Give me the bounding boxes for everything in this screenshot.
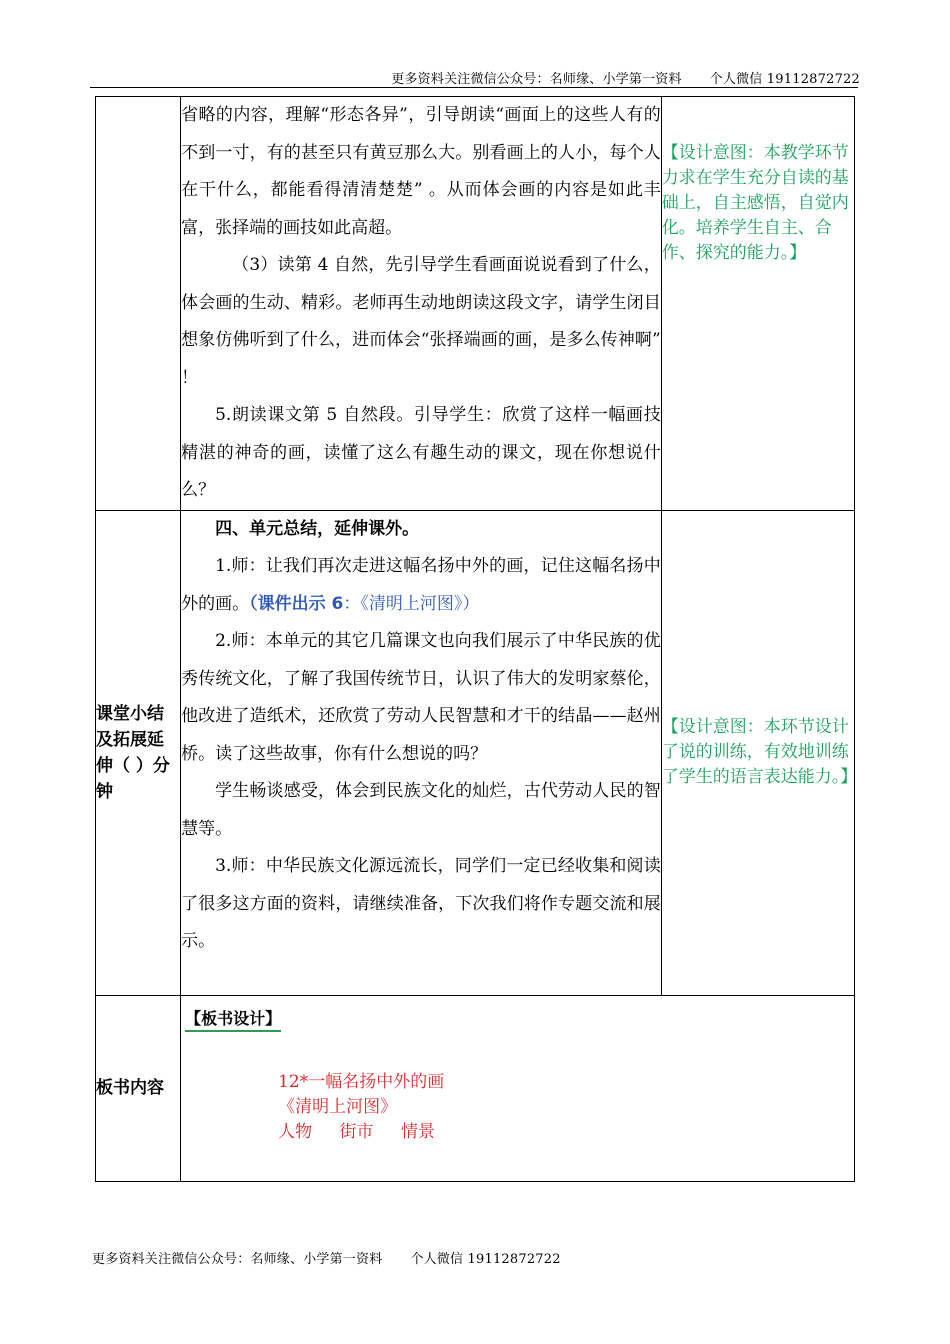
board-content <box>278 1070 444 1145</box>
paragraph: 3.师：中华民族文化源远流长，同学们一定已经收集和阅读了很多这方面的资料，请继续准备，下次我们将作专题交流和展示。 <box>181 856 661 951</box>
courseware-title: ：《清明上河图》） <box>343 593 480 614</box>
board-line: 12*一幅名扬中外的画 <box>278 1071 445 1092</box>
design-intent-note: 【设计意图：本环节设计了说的训练，有效地训练了学生的语言表达能力。】 <box>661 510 854 995</box>
paragraph <box>181 548 661 623</box>
row-label: 板书内容 <box>96 995 181 1181</box>
paragraph: 学生畅谈感受，体会到民族文化的灿烂，古代劳动人民的智慧等。 <box>181 781 661 839</box>
lesson-plan-table <box>95 96 858 1182</box>
board-design-cell <box>181 995 855 1181</box>
paragraph: （3）读第 4 自然，先引导学生看画面说说看到了什么，体会画的生动、精彩。老师再生动地朗读这段文字，请学生闭目想象仿佛听到了什么，进而体会“张择端画的画，是多么传神啊” ！ <box>181 255 661 388</box>
design-intent-note: 【设计意图：本教学环节力求在学生充分自读的基础上，自主感悟，自觉内化。培养学生自主、合作、探究的能力。】 <box>661 97 854 511</box>
process-cell <box>181 510 662 995</box>
table-row <box>96 97 855 511</box>
header-text: 更多资料关注微信公众号：名师缘、小学第一资料 <box>391 72 682 87</box>
board-area <box>181 996 854 1180</box>
board-line: 《清明上河图》 <box>278 1096 398 1117</box>
table-row <box>96 510 855 995</box>
footer-wechat: 个人微信 19112872722 <box>410 1252 561 1267</box>
courseware-label: （课件出示 6 <box>249 593 344 614</box>
header-wechat: 个人微信 19112872722 <box>709 72 860 87</box>
board-line: 人物 街市 情景 <box>278 1121 435 1142</box>
section-heading: 四、单元总结，延伸课外。 <box>215 518 420 539</box>
paragraph-text: 1.师：让我们再次走进这幅名扬中外的画，记住这幅名扬中外的画。 <box>181 556 661 614</box>
board-title: 【板书设计】 <box>185 1006 281 1032</box>
table-row <box>96 995 855 1181</box>
paragraph: 2.师：本单元的其它几篇课文也向我们展示了中华民族的优秀传统文化，了解了我国传统节日，认识了伟大的发明家蔡伦，他改进了造纸术，还欣赏了劳动人民智慧和才干的结晶——赵州桥。读了这些故事，你有什么想说的吗？ <box>181 631 661 764</box>
footer-text: 更多资料关注微信公众号：名师缘、小学第一资料 <box>92 1252 383 1267</box>
row-label: 课堂小结及拓展延伸（ ）分钟 <box>96 510 181 995</box>
row-label <box>96 97 181 511</box>
paragraph: 5.朗读课文第 5 自然段。引导学生：欣赏了这样一幅画技精湛的神奇的画，读懂了这么有趣生动的课文，现在你想说什么？ <box>181 405 661 500</box>
header-rule <box>90 87 858 88</box>
page-header <box>90 68 860 87</box>
page-footer <box>92 1248 561 1267</box>
process-cell <box>181 97 662 511</box>
paragraph: 省略的内容，理解“形态各异”，引导朗读“画面上的这些人有的不到一寸，有的甚至只有黄豆那么大。别看画上的人小，每个人在干什么，都能看得清清楚楚” 。从而体会画的内容是如此丰富，张择端的画技如此高超。 <box>181 105 661 238</box>
